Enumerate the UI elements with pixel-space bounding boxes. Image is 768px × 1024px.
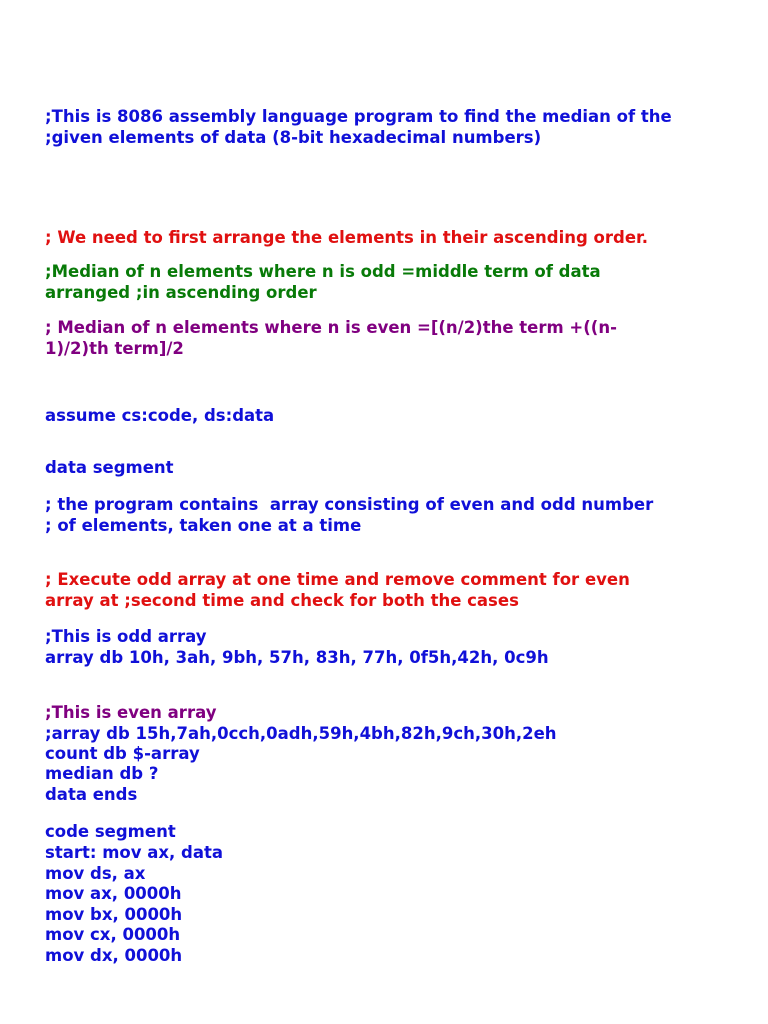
code-segment-start: code segment	[45, 822, 176, 841]
even-median-comment-line-1: ; Median of n elements where n is even =[(n/2)the term +((n-	[45, 318, 617, 337]
code-line-mov-bx: mov bx, 0000h	[45, 905, 183, 924]
code-line-mov-ax: mov ax, 0000h	[45, 884, 182, 903]
data-segment-end: data ends	[45, 785, 138, 804]
median-definition: median db ?	[45, 764, 159, 783]
code-line-mov-dx: mov dx, 0000h	[45, 946, 183, 965]
count-definition: count db $-array	[45, 744, 200, 763]
code-line-mov-ds: mov ds, ax	[45, 864, 146, 883]
ascending-order-comment: ; We need to first arrange the elements in their ascending order.	[45, 228, 649, 247]
odd-array-definition: array db 10h, 3ah, 9bh, 57h, 83h, 77h, 0f5h,42h, 0c9h	[45, 648, 549, 667]
array-comment-line-1: ; the program contains array consisting of even and odd number	[45, 495, 654, 514]
code-line-mov-cx: mov cx, 0000h	[45, 925, 181, 944]
odd-median-comment-line-1: ;Median of n elements where n is odd =middle term of data	[45, 262, 601, 281]
even-array-comment: ;This is even array	[45, 703, 217, 722]
assume-directive: assume cs:code, ds:data	[45, 406, 275, 425]
even-array-definition: ;array db 15h,7ah,0cch,0adh,59h,4bh,82h,9ch,30h,2eh	[45, 724, 557, 743]
intro-comment-line-2: ;given elements of data (8-bit hexadecimal numbers)	[45, 128, 542, 147]
even-median-comment-line-2: 1)/2)th term]/2	[45, 339, 184, 358]
odd-array-comment: ;This is odd array	[45, 627, 207, 646]
execute-comment-line-1: ; Execute odd array at one time and remove comment for even	[45, 570, 630, 589]
intro-comment-line-1: ;This is 8086 assembly language program to find the median of the	[45, 107, 672, 126]
code-line-start: start: mov ax, data	[45, 843, 223, 862]
array-comment-line-2: ; of elements, taken one at a time	[45, 516, 362, 535]
data-segment-start: data segment	[45, 458, 174, 477]
execute-comment-line-2: array at ;second time and check for both the cases	[45, 591, 519, 610]
odd-median-comment-line-2: arranged ;in ascending order	[45, 283, 317, 302]
